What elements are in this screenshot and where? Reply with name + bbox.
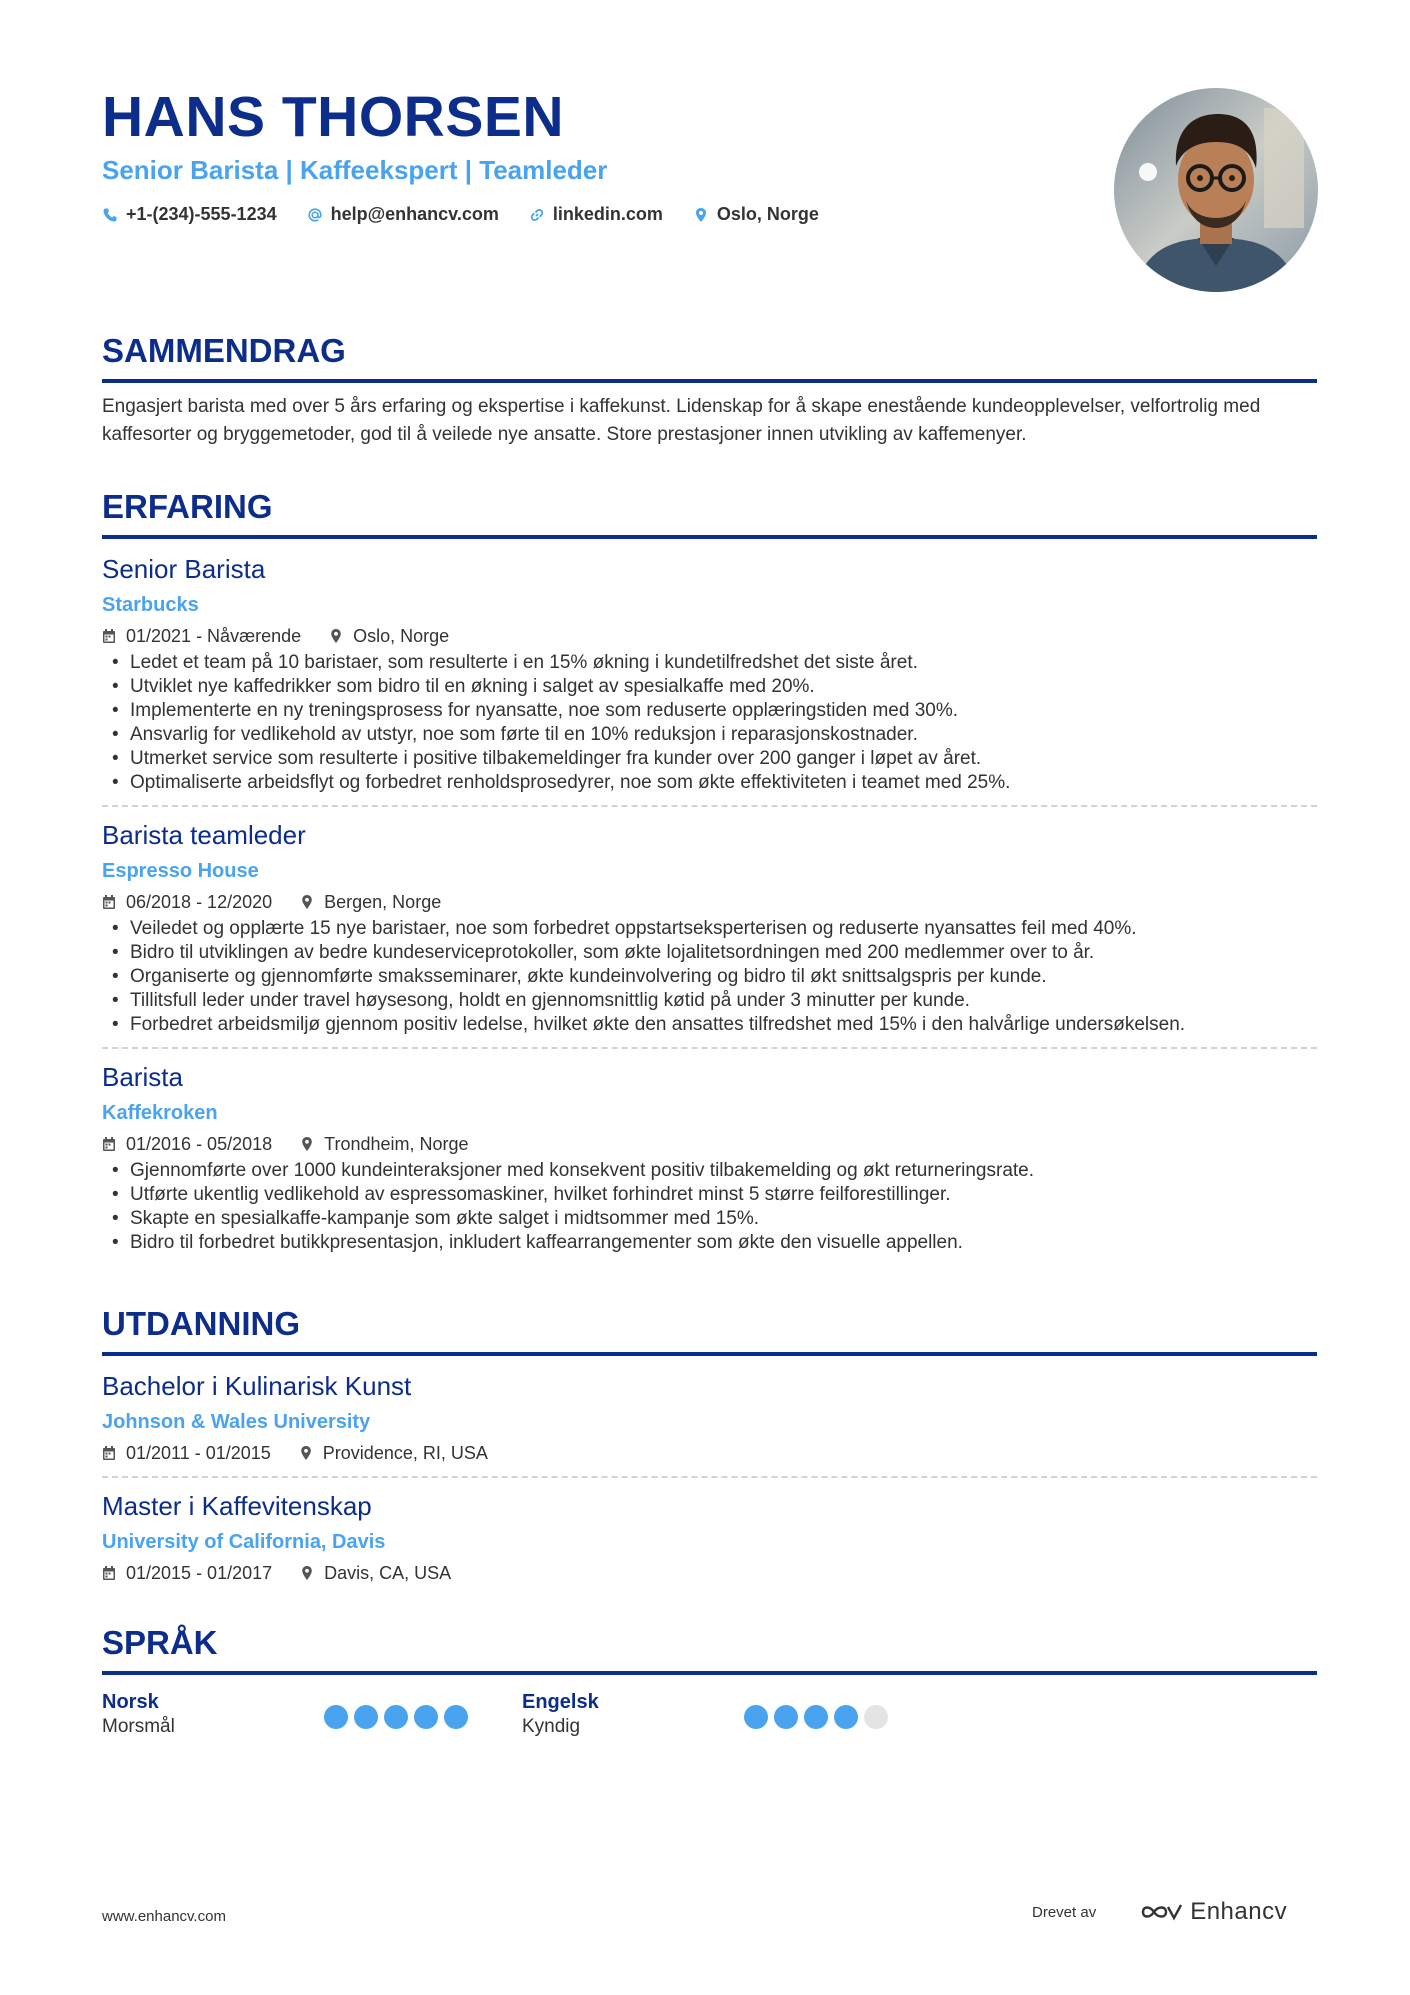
calendar-icon [102,1136,116,1152]
job-location [300,1131,468,1157]
candidate-name: HANS THORSEN [102,85,565,149]
job-bullet: • Skapte en spesialkaffe-kampanje som økte salget i midtsommer med 15%. [102,1207,1317,1231]
language-rating [744,1705,888,1739]
job-entry [102,1061,1317,1255]
language-list [102,1689,1317,1739]
calendar-icon [102,1445,116,1461]
enhancv-logo-icon [1140,1901,1184,1923]
education-location-text: Davis, CA, USA [324,1563,452,1583]
education-school[interactable]: University of California, Davis [102,1531,386,1553]
phone-icon [102,207,118,223]
job-company[interactable]: Kaffekroken [102,1102,218,1124]
job-entry [102,819,1317,1049]
job-title: Barista [102,1062,183,1092]
education-degree: Bachelor i Kulinarisk Kunst [102,1371,412,1401]
experience-section [102,487,1317,1255]
experience-heading: ERFARING [102,488,273,525]
entry-divider [102,805,1317,807]
contact-phone[interactable] [102,204,277,225]
job-location [329,623,449,649]
calendar-icon [102,894,116,910]
rating-dot [384,1705,408,1729]
education-dates-text: 01/2015 - 01/2017 [126,1563,273,1583]
job-bullet: • Gjennomførte over 1000 kundeinteraksjoner med konsekvent positiv tilbakemelding og økt returneringsrate. [102,1159,1317,1183]
education-section [102,1304,1317,1586]
language-rating [324,1705,468,1739]
location-icon [693,207,709,223]
resume-header [102,0,1317,320]
education-school[interactable]: Johnson & Wales University [102,1411,371,1433]
contact-bar [102,204,819,225]
job-bullets [102,917,1317,1037]
candidate-title: Senior Barista | Kaffeekspert | Teamleder [102,155,608,185]
language-name: Norsk [102,1691,159,1713]
job-dates-text: 01/2016 - 05/2018 [126,1134,273,1154]
language-level: Morsmål [102,1716,175,1737]
location-icon [299,1445,313,1461]
job-bullet: • Utmerket service som resulterte i positive tilbakemeldinger fra kunder over 200 ganger i løpet av året. [102,747,1317,771]
job-meta [102,1131,1317,1157]
education-location-text: Providence, RI, USA [322,1443,488,1463]
job-company[interactable]: Starbucks [102,594,199,616]
education-dates-text: 01/2011 - 01/2015 [126,1443,271,1463]
job-bullet: • Ledet et team på 10 baristaer, som resulterte i en 15% økning i kundetilfredshet det siste året. [102,651,1317,675]
job-dates-text: 06/2018 - 12/2020 [126,892,273,912]
rating-dot [774,1705,798,1729]
summary-heading: SAMMENDRAG [102,332,346,369]
brand-name: Enhancv [1190,1898,1288,1925]
job-location-text: Bergen, Norge [324,892,442,912]
language-level: Kyndig [522,1716,581,1737]
job-bullet: • Tillitsfull leder under travel høysesong, holdt en gjennomsnittlig køtid på under 3 minutter per kunde. [102,989,1317,1013]
education-entry [102,1370,1317,1478]
languages-section [102,1623,1317,1739]
job-bullet: • Veiledet og opplærte 15 nye baristaer, noe som forbedret oppstartseksperterisen og reduserte nyansattes feil med 40%. [102,917,1317,941]
contact-linkedin-text: linkedin.com [552,204,663,224]
location-icon [300,894,314,910]
rating-dot [834,1705,858,1729]
powered-by-label: Drevet av [1032,1903,1097,1921]
job-dates-text: 01/2021 - Nåværende [126,626,302,646]
contact-phone-text: +1-(234)-555-1234 [126,204,277,224]
education-entry [102,1490,1317,1586]
location-icon [329,628,343,644]
rating-dot [324,1705,348,1729]
resume-page [102,0,1317,1737]
job-meta [102,889,1317,915]
education-location [300,1560,451,1586]
rating-dot [444,1705,468,1729]
job-dates [102,1131,272,1157]
profile-photo [1114,88,1318,292]
job-bullet: • Forbedret arbeidsmiljø gjennom positiv ledelse, hvilket økte den ansattes tilfredshet med 15% i den halvårlige undersøkelsen. [102,1013,1317,1037]
job-bullet: • Ansvarlig for vedlikehold av utstyr, noe som førte til en 10% reduksjon i reparasjonskostnader. [102,723,1317,747]
language-item [102,1689,522,1739]
job-bullets [102,651,1317,795]
contact-email-text: help@enhancv.com [330,204,499,224]
section-divider [102,379,1317,383]
education-dates [102,1560,272,1586]
language-item [522,1689,942,1739]
rating-dot [414,1705,438,1729]
rating-dot [744,1705,768,1729]
education-heading: UTDANNING [102,1305,300,1342]
job-entry [102,553,1317,807]
education-location [299,1440,488,1466]
job-dates [102,889,272,915]
summary-text: Engasjert barista med over 5 års erfaring og ekspertise i kaffekunst. Lidenskap for å skape enestående kundeopplevelser, velfortrolig med kaffesorter og bryggemetoder, god til å veilede nye ansatte. Store prestasjoner innen utvikling av kaffemenyer. [102,396,1261,445]
job-title: Barista teamleder [102,820,306,850]
location-icon [300,1565,314,1581]
rating-dot [354,1705,378,1729]
link-icon [529,207,545,223]
job-company[interactable]: Espresso House [102,860,259,882]
contact-linkedin[interactable] [529,204,663,225]
job-location-text: Trondheim, Norge [324,1134,469,1154]
at-icon [307,207,323,223]
footer-branding [1032,1898,1287,1926]
job-location-text: Oslo, Norge [353,626,450,646]
job-bullet: • Utviklet nye kaffedrikker som bidro til en økning i salget av spesialkaffe med 20%. [102,675,1317,699]
entry-divider [102,1047,1317,1049]
footer-website[interactable]: www.enhancv.com [102,1908,226,1925]
language-name: Engelsk [522,1691,599,1713]
rating-dot [864,1705,888,1729]
summary-section [102,331,1317,449]
job-bullet: • Optimaliserte arbeidsflyt og forbedret renholdsprosedyrer, noe som økte effektiviteten i teamet med 25%. [102,771,1317,795]
section-divider [102,1352,1317,1356]
section-divider [102,535,1317,539]
job-bullet: • Bidro til forbedret butikkpresentasjon, inkludert kaffearrangementer som økte den visuelle appellen. [102,1231,1317,1255]
calendar-icon [102,628,116,644]
contact-location-text: Oslo, Norge [716,204,819,224]
brand-logo[interactable] [1140,1898,1287,1926]
location-icon [300,1136,314,1152]
job-bullet: • Organiserte og gjennomførte smaksseminarer, økte kundeinvolvering og bidro til økt snittsalgspris per kunde. [102,965,1317,989]
education-dates [102,1440,271,1466]
job-meta [102,623,1317,649]
contact-location [693,204,819,225]
job-dates [102,623,301,649]
job-title: Senior Barista [102,554,266,584]
calendar-icon [102,1565,116,1581]
job-bullets [102,1159,1317,1255]
job-location [300,889,441,915]
job-bullet: • Utførte ukentlig vedlikehold av espressomaskiner, hvilket forhindret minst 5 større feilforestillinger. [102,1183,1317,1207]
job-bullet: • Bidro til utviklingen av bedre kundeserviceprotokoller, som økte lojalitetsordningen med 200 medlemmer over to år. [102,941,1317,965]
rating-dot [804,1705,828,1729]
contact-email[interactable] [307,204,499,225]
languages-heading: SPRÅK [102,1624,218,1661]
job-bullet: • Implementerte en ny treningsprosess for nyansatte, noe som reduserte opplæringstiden med 30%. [102,699,1317,723]
education-meta [102,1560,1317,1586]
education-degree: Master i Kaffevitenskap [102,1491,372,1521]
education-meta [102,1440,1317,1466]
section-divider [102,1671,1317,1675]
entry-divider [102,1476,1317,1478]
